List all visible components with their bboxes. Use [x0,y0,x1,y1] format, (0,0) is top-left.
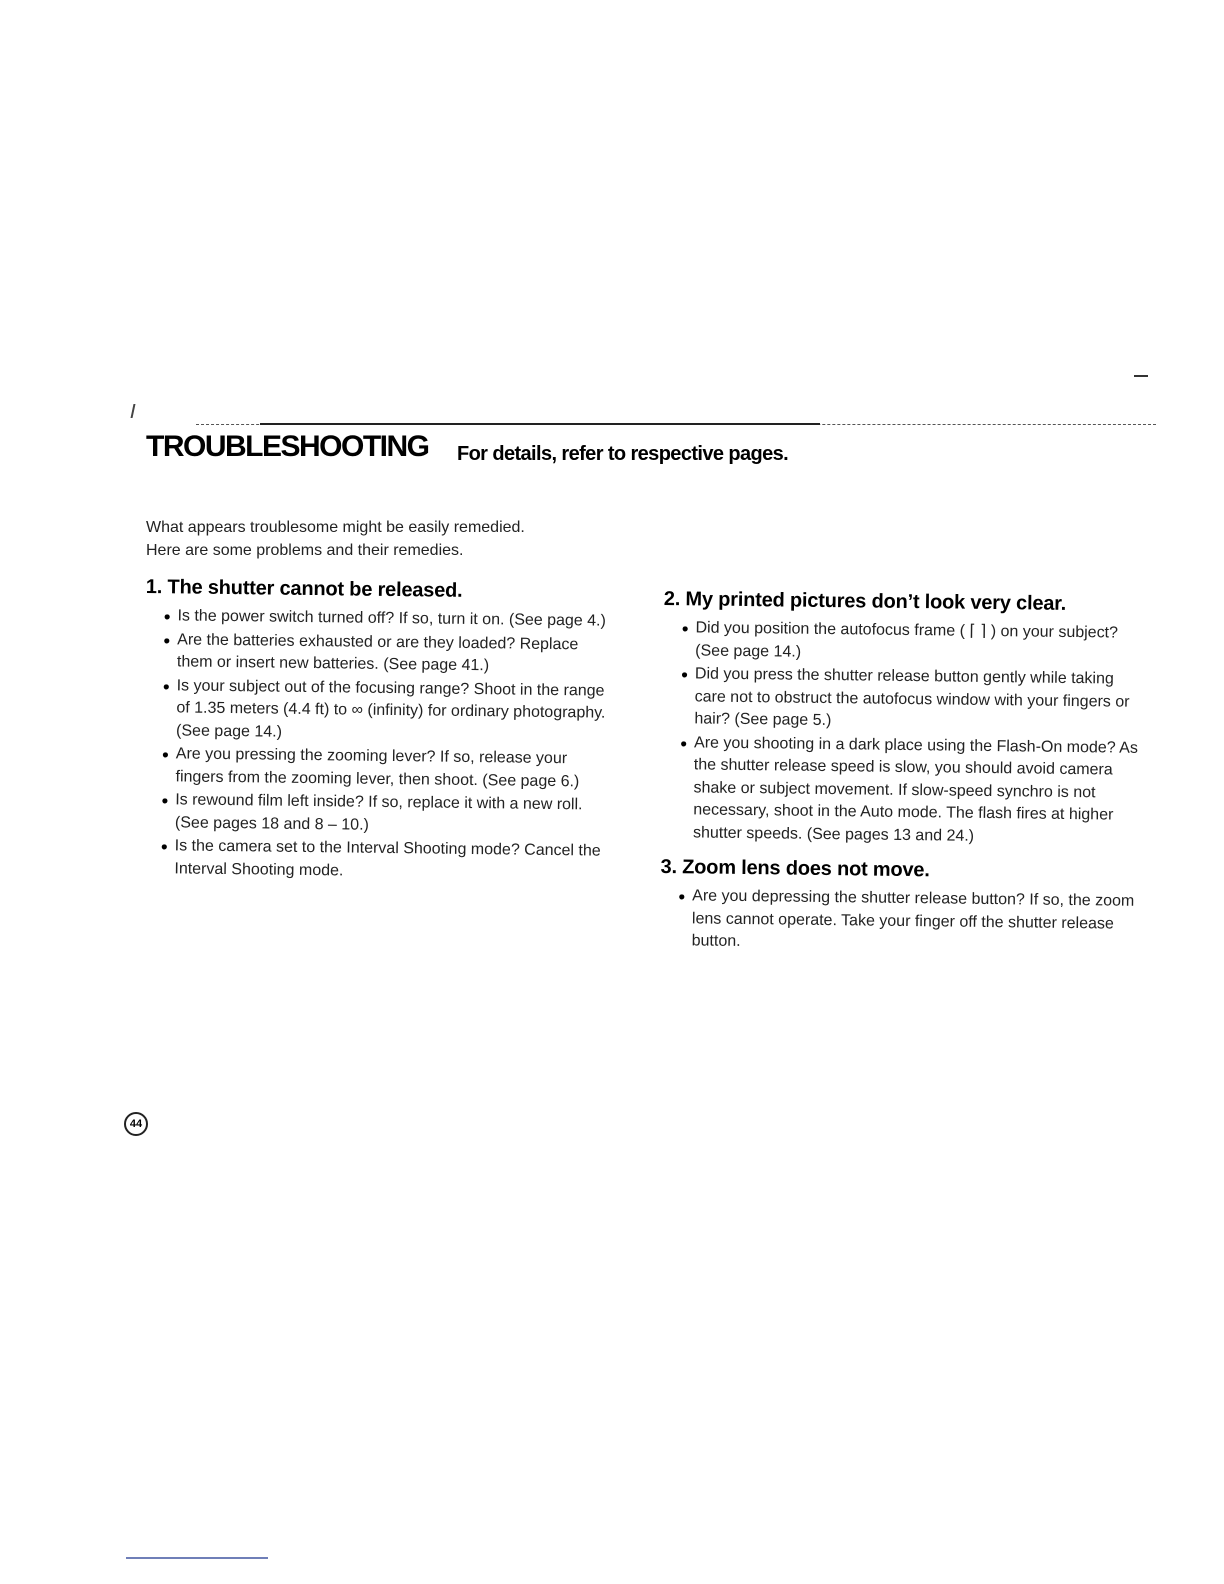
bullet-icon: ● [680,735,688,750]
section-heading: 3. Zoom lens does not move. [660,855,930,882]
section-heading: 1. The shutter cannot be released. [145,576,463,602]
bullet-icon: ● [161,747,170,762]
section-heading: 2. My printed pictures don’t look very clear. [663,588,1067,615]
list-item: ● Is the camera set to the Interval Shooting mode? Cancel the Interval Shooting mode. [160,835,613,886]
page-header [146,430,788,464]
section-pictures-not-clear [661,588,1144,850]
left-crop-mark [131,404,136,418]
intro-text [146,516,525,562]
page-subtitle: For details, refer to respective pages. [456,443,789,465]
item-list [660,885,1141,958]
bullet-icon: ● [678,889,686,904]
right-column [659,588,1144,970]
item-list [661,617,1144,850]
page-number-badge: 44 [124,1112,148,1136]
item-list [142,605,615,886]
bullet-icon: ● [161,793,169,808]
list-item: ● Are you depressing the shutter release button? If so, the zoom lens cannot operate. Take your finger off the shutter release button. [678,885,1141,958]
bullet-icon: ● [681,621,689,636]
header-solid-rule [260,423,820,425]
bullet-icon: ● [680,667,689,682]
list-item: ● Are the batteries exhausted or are they loaded? Replace them or insert new batteries. (See page 41.) [163,629,616,680]
page-title: TROUBLESHOOTING [146,430,429,463]
list-item: ● Is your subject out of the focusing range? Shoot in the range of 1.35 meters (4.4 ft) to ∞ (infinity) for ordinary photography. (See page 14.) [162,675,615,748]
left-column [142,576,616,898]
bullet-icon: ● [163,609,171,624]
bullet-icon: ● [160,839,169,854]
list-item: ● Is rewound film left inside? If so, replace it with a new roll. (See pages 18 and 8 – 10.) [161,789,614,840]
bullet-icon: ● [162,678,170,693]
intro-line-2: Here are some problems and their remedies. [146,542,464,559]
section-shutter-not-released [142,576,616,886]
bottom-rule [126,1557,268,1559]
list-item: ● Did you position the autofocus frame ( ⌈ ⌉ ) on your subject? (See page 14.) [681,617,1144,668]
list-item: ● Did you press the shutter release button gently while taking care not to obstruct the autofocus window with your fingers or hair? (See page 5.) [680,663,1143,736]
corner-crop-mark [1134,375,1148,377]
bullet-icon: ● [163,632,171,647]
list-item: ● Are you shooting in a dark place using the Flash-On mode? As the shutter release speed is slow, you should avoid camera shake or subject movement. If slow-speed synchro is not necessary, shoot in the Auto mode. The flash fires at higher shutter speeds. (See pages 13 and 24.) [679,732,1142,850]
list-item: ● Are you pressing the zooming lever? If so, release your fingers from the zooming lever, then shoot. (See page 6.) [161,743,614,794]
section-zoom-lens [660,856,1141,958]
list-item: ● Is the power switch turned off? If so, turn it on. (See page 4.) [163,605,615,633]
intro-line-1: What appears troublesome might be easily remedied. [146,519,525,536]
